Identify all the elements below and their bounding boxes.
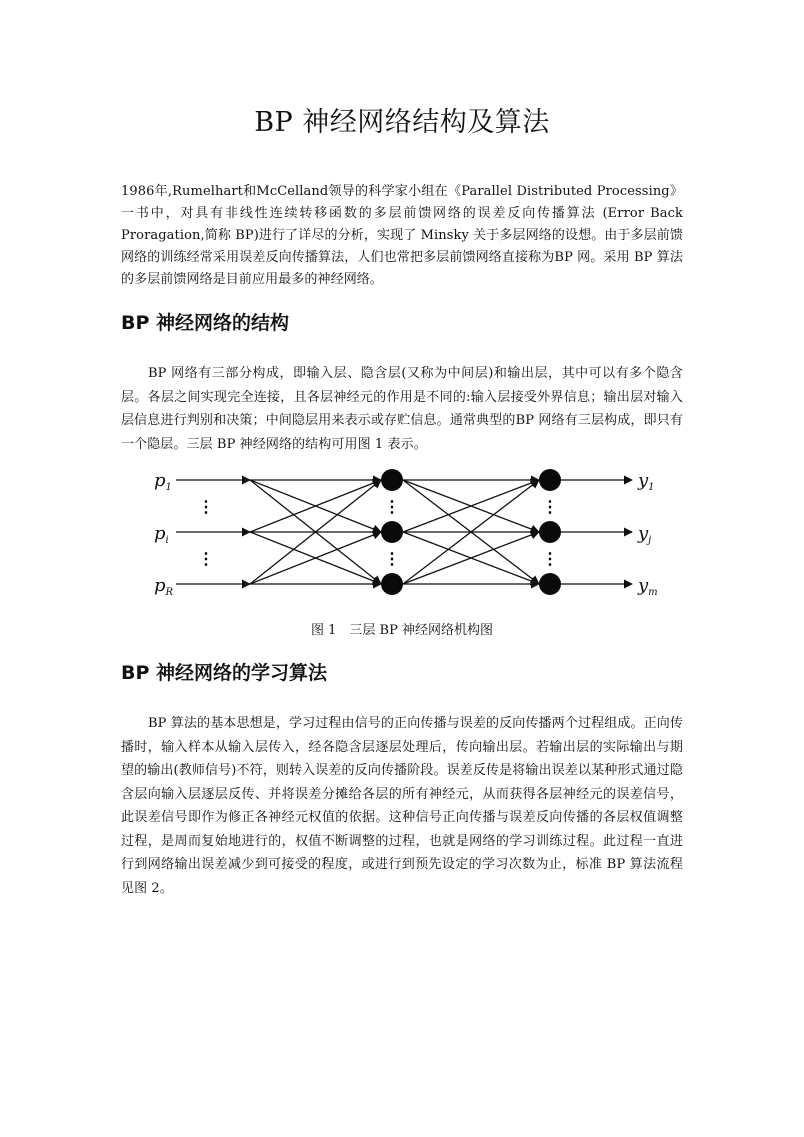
svg-text:y1: $y_1$ [638, 470, 655, 493]
page-title: BP 神经网络结构及算法 [254, 107, 550, 138]
output-neuron-1 [539, 521, 561, 543]
structure-paragraph: BP 网络有三部分构成，即输入层、隐含层(又称为中间层)和输出层，其中可以有多个隐含层。各层之间实现完全连接，且各层神经元的作用是不同的:输入层接受外界信息；输出层对输入层信息进行判别和决策；中间隐层用来表示或存贮信息。通常典型的BP 网络有三层构成，即只有一个隐层。三层 BP 神经网络的结构可用图 1 表示。 [121, 366, 683, 452]
network-diagram [140, 460, 680, 610]
svg-text:p1: $p_1$ [154, 470, 172, 493]
svg-text:pR: $p_R$ [154, 575, 174, 598]
ellipsis-hidden-upper: ⋮ [384, 497, 400, 516]
algorithm-paragraph: BP 算法的基本思想是，学习过程由信号的正向传播与误差的反向传播两个过程组成。正向传播时，输入样本从输入层传入，经各隐含层逐层处理后，传向输出层。若输出层的实际输出与期望的输出(教师信号)不符，则转入误差的反向传播阶段。误差反传是将输出误差以某种形式通过隐含层向输入层逐层反传、并将误差分摊给各层的所有神经元，从而获得各层神经元的误差信号，此误差信号即作为修正各神经元权值的依据。这种信号正向传播与误差反向传播的各层权值调整过程，是周而复始地进行的，权值不断调整的过程，也就是网络的学习训练过程。此过程一直进行到网络输出误差减少到可接受的程度，或进行到预先设定的学习次数为止，标准 BP 算法流程见图 2。 [121, 716, 683, 896]
ellipsis-output-upper: ⋮ [542, 497, 558, 516]
ellipsis-input-lower: ⋮ [198, 549, 214, 568]
ellipsis-output-lower: ⋮ [542, 549, 558, 568]
output-label-m [637, 575, 658, 598]
intro-paragraph: 1986年,Rumelhart和McCelland领导的科学家小组在《Parallel Distributed Processing》一书中，对具有非线性连续转移函数的多层前馈网络的误差反向传播算法 (Error Back Proragation,简称 BP)进行了详尽的分析，实现了 Minsky 关于多层网络的设想。由于多层前馈网络的训练经常采用误差反向传播算法，人们也常把多层前馈网络直接称为BP 网。采用 BP 算法的多层前馈网络是目前应用最多的神经网络。 [121, 184, 683, 287]
output-label-1 [637, 470, 655, 493]
hidden-neuron-0 [381, 469, 403, 491]
output-label-j [637, 523, 651, 546]
svg-text:yj: $y_j$ [638, 523, 652, 546]
ellipsis-hidden-lower: ⋮ [384, 549, 400, 568]
output-neuron-2 [539, 573, 561, 595]
ellipsis-input-upper: ⋮ [198, 497, 214, 516]
hidden-neuron-2 [381, 573, 403, 595]
figure-caption: 图 1 三层 BP 神经网络机构图 [311, 623, 493, 638]
section-heading-algorithm: BP 神经网络的学习算法 [121, 662, 328, 684]
input-label-1 [154, 470, 172, 493]
svg-text:ym: $y_m$ [638, 575, 658, 598]
svg-text:pi: $p_i$ [154, 523, 169, 546]
network-diagram-svg [140, 460, 680, 610]
hidden-neuron-1 [381, 521, 403, 543]
input-label-i [154, 523, 169, 546]
output-neuron-0 [539, 469, 561, 491]
section-heading-structure: BP 神经网络的结构 [121, 312, 290, 334]
input-label-r [154, 575, 174, 598]
